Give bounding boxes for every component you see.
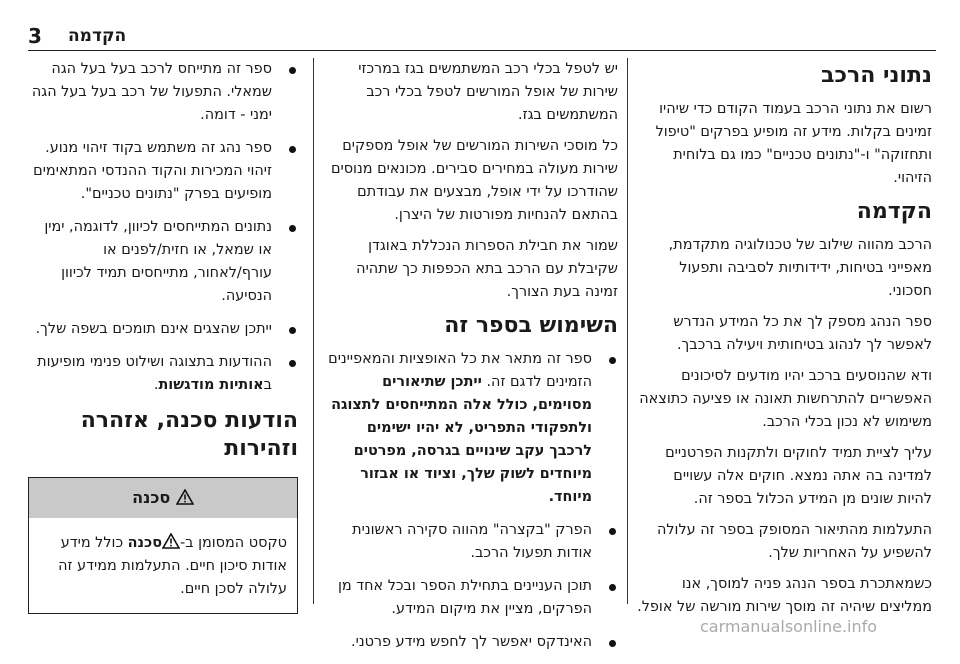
paragraph: שמור את חבילת הספרות הנכללת באוגדן שקיבלת עם הרכב בתא הכפפות כך שתהיה זמינה בעת הצורך. (356, 238, 618, 300)
paragraph: יש לטפל בכלי רכב המשתמשים בגז במרכזי שירות של אופל המורשים לטפל בכלי רכב המשתמשים בגז. (358, 61, 618, 123)
paragraph: הרכב מהווה שילוב של טכנולוגיה מתקדמת, מאפייני בטיחות, ידידותיות לסביבה ותפעול חסכוני. (668, 237, 932, 299)
list-item: הפרק "בקצרה" מהווה סקירה ראשונית אודות תפעול הרכב. (324, 519, 618, 565)
column-divider (313, 58, 314, 604)
column-left (28, 58, 298, 614)
list-item: ההודעות בתצוגה ושילוט פנימי מופיעות באותיות מודגשות. (28, 351, 298, 397)
paragraph: כל מוסכי השירות המורשים של אופל מספקים שירות מעולה במחירים סבירים. מכונאים מנוסים שהודרכו על ידי אופל, מבצעים את עבודתם בהתאם להנחיות מפורטות של היצרן. (330, 138, 618, 223)
heading-introduction: הקדמה (856, 199, 932, 224)
list-item: ייתכן שהצגים אינם תומכים בשפה שלך. (28, 318, 298, 341)
bullet-icon (289, 360, 296, 367)
column-middle (324, 58, 618, 664)
bullet-icon (609, 640, 616, 647)
danger-box-text: טקסט המסומן ב-סכנה כולל מידע אודות סיכון חיים. התעלמות ממידע זה עלולה לסכן חיים. (58, 535, 287, 597)
paragraph: התעלמות מהתיאור המסופק בספר זה עלולה להשפיע על האחריות שלך. (656, 522, 932, 561)
bullet-icon (609, 357, 616, 364)
page-header (28, 24, 936, 51)
paragraph: עליך לציית תמיד לחוקים ולתקנות הפרטניים למדינה בה אתה נמצא. חוקים אלה עשויים להיות שונים מן המידע הכלול בספר זה. (665, 445, 932, 507)
bullet-icon (289, 225, 296, 232)
paragraph: רשום את נתוני הרכב בעמוד הקודם כדי שיהיו זמינים בקלות. מידע זה מופיע בפרקים "טיפול ותחזוקה" ו-"נתונים טכניים" כמו גם בלוחית הזיהוי. (655, 101, 932, 186)
heading-using-manual: השימוש בספר זה (444, 313, 618, 338)
danger-box-title: סכנה (132, 488, 171, 507)
list-item: ספר זה מתאר את כל האופציות והמאפיינים הזמינים לדגם זה. ייתכן שתיאורים מסוימים, כולל אלה המתייחסים לתצוגה ולתפקודי התפריט, לא יהיו ישימים לרכבך עקב שינויים בגרסה, מפרטים מיוחדים לשוק שלך, וציוד או אבזור מיוחד. (324, 348, 618, 509)
list-item: נתונים המתייחסים לכיוון, לדוגמה, ימין או שמאל, או חזית/לפנים או עורף/לאחור, מתייחסים תמיד לכיוון הנסיעה. (28, 216, 298, 308)
column-divider (627, 58, 628, 604)
paragraph: ספר הנהג מספק לך את כל המידע הנדרש לאפשר לך לנהוג בטיחותית ויעילה ברכבך. (673, 314, 932, 353)
page-number: 3 (28, 24, 42, 48)
list-item: האינדקס יאפשר לך לחפש מידע פרטני. (324, 631, 618, 654)
bullet-icon (289, 146, 296, 153)
watermark: carmanualsonline.info (700, 617, 878, 636)
list-item: ספר זה מתייחס לרכב בעל בעל הגה שמאלי. התפעול של רכב בעל בעל הגה ימני - דומה. (28, 58, 298, 127)
bullet-icon (609, 584, 616, 591)
heading-vehicle-data: נתוני הרכב (821, 63, 932, 88)
bullet-icon (289, 327, 296, 334)
warning-triangle-icon (162, 533, 180, 549)
bullet-icon (609, 528, 616, 535)
section-title: הקדמה (68, 26, 127, 46)
heading-warnings: הודעות סכנה, אזהרה וזהירות (80, 408, 298, 461)
bullet-icon (289, 67, 296, 74)
bullet-list (324, 348, 618, 654)
warning-triangle-icon (176, 489, 194, 505)
list-item: תוכן העניינים בתחילת הספר ובכל אחד מן הפרקים, מציין את מיקום המידע. (324, 575, 618, 621)
danger-box (28, 477, 298, 614)
paragraph: כשמאתכרת בספר הנהג פניה למוסך, אנו ממליצים שיהיה זה מוסך שירות מורשה של אופל. (637, 576, 932, 615)
list-item: ספר נהג זה משתמש בקוד זיהוי מנוע. זיהוי המכירות והקוד ההנדסי המתאימים מופיעים בפרק "נתונים טכניים". (28, 137, 298, 206)
danger-box-header (29, 478, 297, 518)
column-right (636, 58, 932, 627)
bullet-list (28, 58, 298, 397)
paragraph: ודא שהנוסעים ברכב יהיו מודעים לסיכונים האפשריים להתרחשות תאונה או פציעה כתוצאה משימוש לא נכון בכלי הרכב. (639, 368, 932, 430)
